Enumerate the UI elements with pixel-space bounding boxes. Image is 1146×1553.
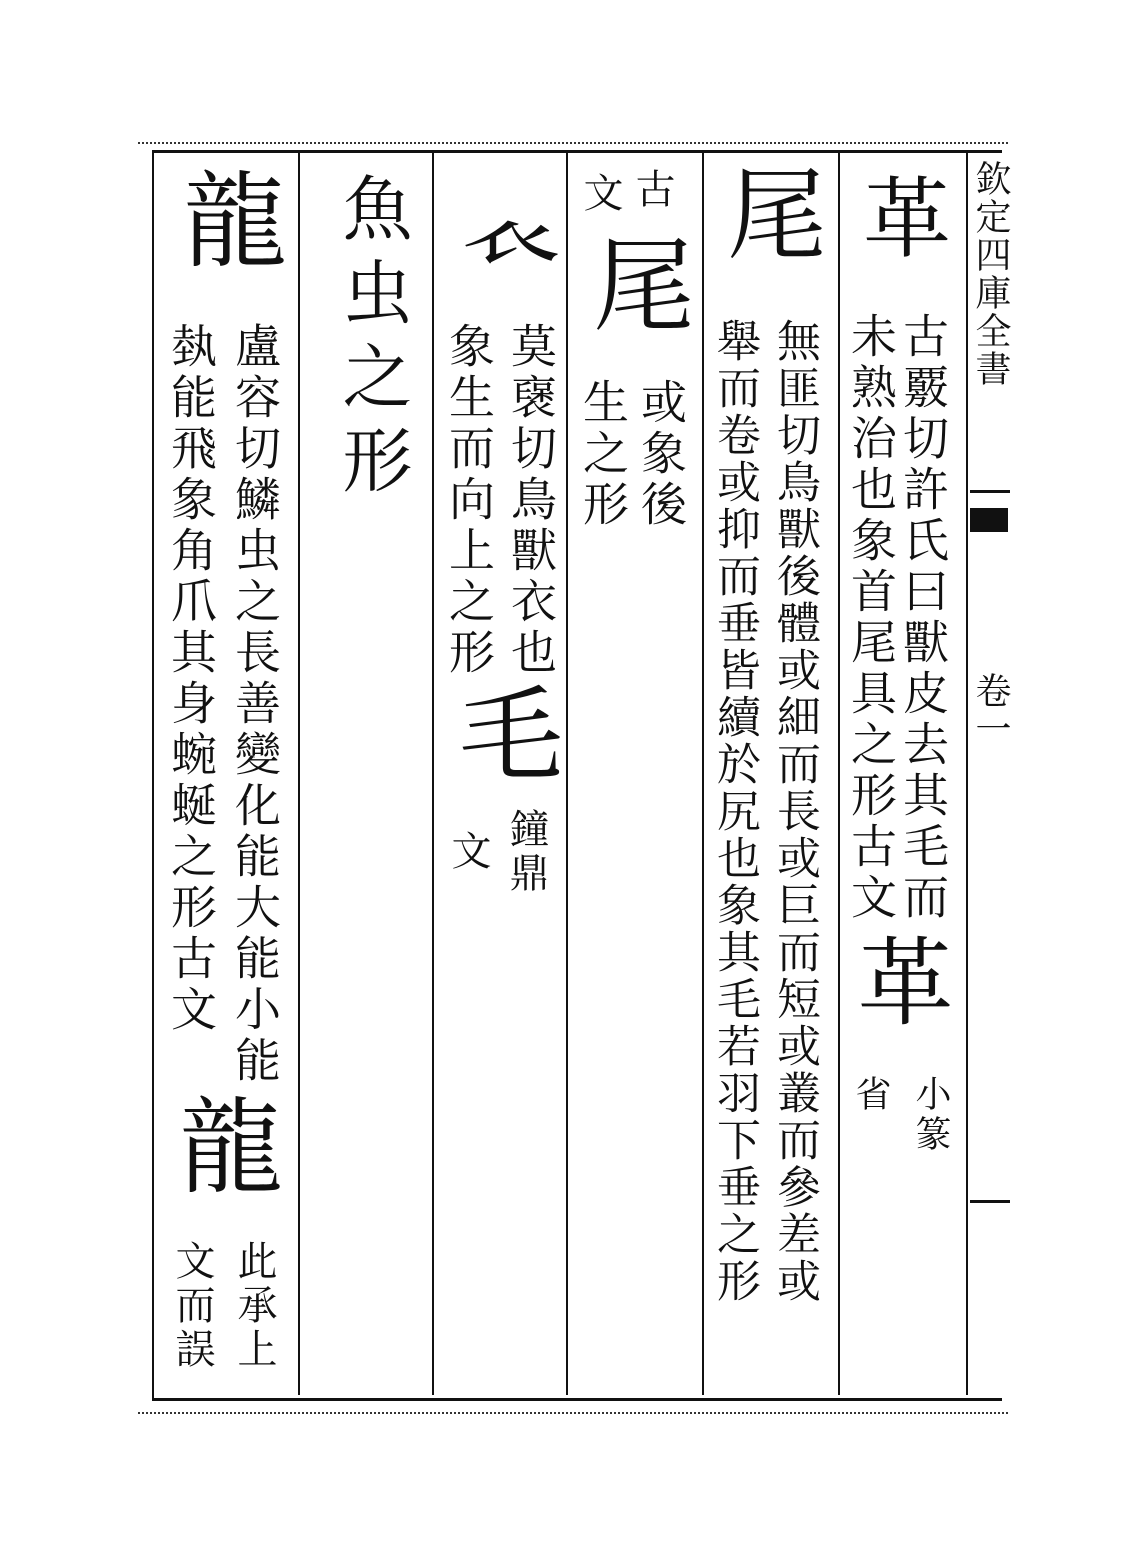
column-divider xyxy=(566,150,568,1395)
margin-bar xyxy=(970,490,1010,493)
bottom-dotted-rule xyxy=(138,1412,1008,1414)
entry-text: 象生而向上之形 xyxy=(442,322,496,679)
seal-glyph: 尾 xyxy=(576,232,695,334)
entry-text: 埶能飛象角爪其身蜿蜒之形古文 xyxy=(164,322,218,1036)
margin-fishtail xyxy=(970,508,1008,532)
annotation-note: 鐘鼎 xyxy=(503,808,549,896)
entry-text: 未熟治也象首尾具之形古文 xyxy=(844,312,898,924)
entry-text: 無匪切鳥獸後體或細而長或巨而短或叢而參差或 xyxy=(769,318,820,1305)
seal-glyph: 毛 xyxy=(441,680,563,784)
annotation-note: 文 xyxy=(577,172,623,216)
annotation-note: 古 xyxy=(629,168,675,212)
annotation-note: 省 xyxy=(850,1075,891,1115)
seal-glyph: 革 xyxy=(842,932,954,1028)
annotation-note: 小篆 xyxy=(910,1075,951,1155)
column-divider xyxy=(838,150,840,1395)
column-divider xyxy=(298,150,300,1395)
top-dotted-rule xyxy=(138,142,1008,144)
entry-text: 莫襃切鳥獸衣也 xyxy=(504,322,558,679)
seal-glyph: 尾 xyxy=(710,162,827,262)
column-divider xyxy=(432,150,434,1395)
margin-volume: 卷一 xyxy=(970,672,1011,748)
entry-text: 舉而卷或抑而垂皆續於尻也象其毛若羽下垂之形 xyxy=(709,318,760,1305)
seal-glyph: 龍 xyxy=(165,166,287,270)
entry-text: 或象後 xyxy=(634,378,688,531)
entry-text: 盧容切鱗虫之長善變化能大能小能 xyxy=(228,322,282,1087)
section-heading: 魚虫之形 xyxy=(331,172,413,508)
entry-text: 生之形 xyxy=(576,378,630,531)
seal-glyph: 革 xyxy=(849,172,952,260)
seal-glyph: 龍 xyxy=(161,1092,283,1196)
margin-bar xyxy=(970,1200,1010,1203)
margin-book-title: 欽定四庫全書 xyxy=(970,160,1011,388)
entry-text: 古覈切許氏曰獸皮去其毛而 xyxy=(896,312,950,924)
annotation-note: 文而誤 xyxy=(169,1240,215,1372)
annotation-note: 文 xyxy=(445,830,491,874)
column-divider xyxy=(702,150,704,1395)
annotation-note: 此承上 xyxy=(231,1240,277,1372)
seal-glyph: 𧘇 xyxy=(444,168,561,268)
